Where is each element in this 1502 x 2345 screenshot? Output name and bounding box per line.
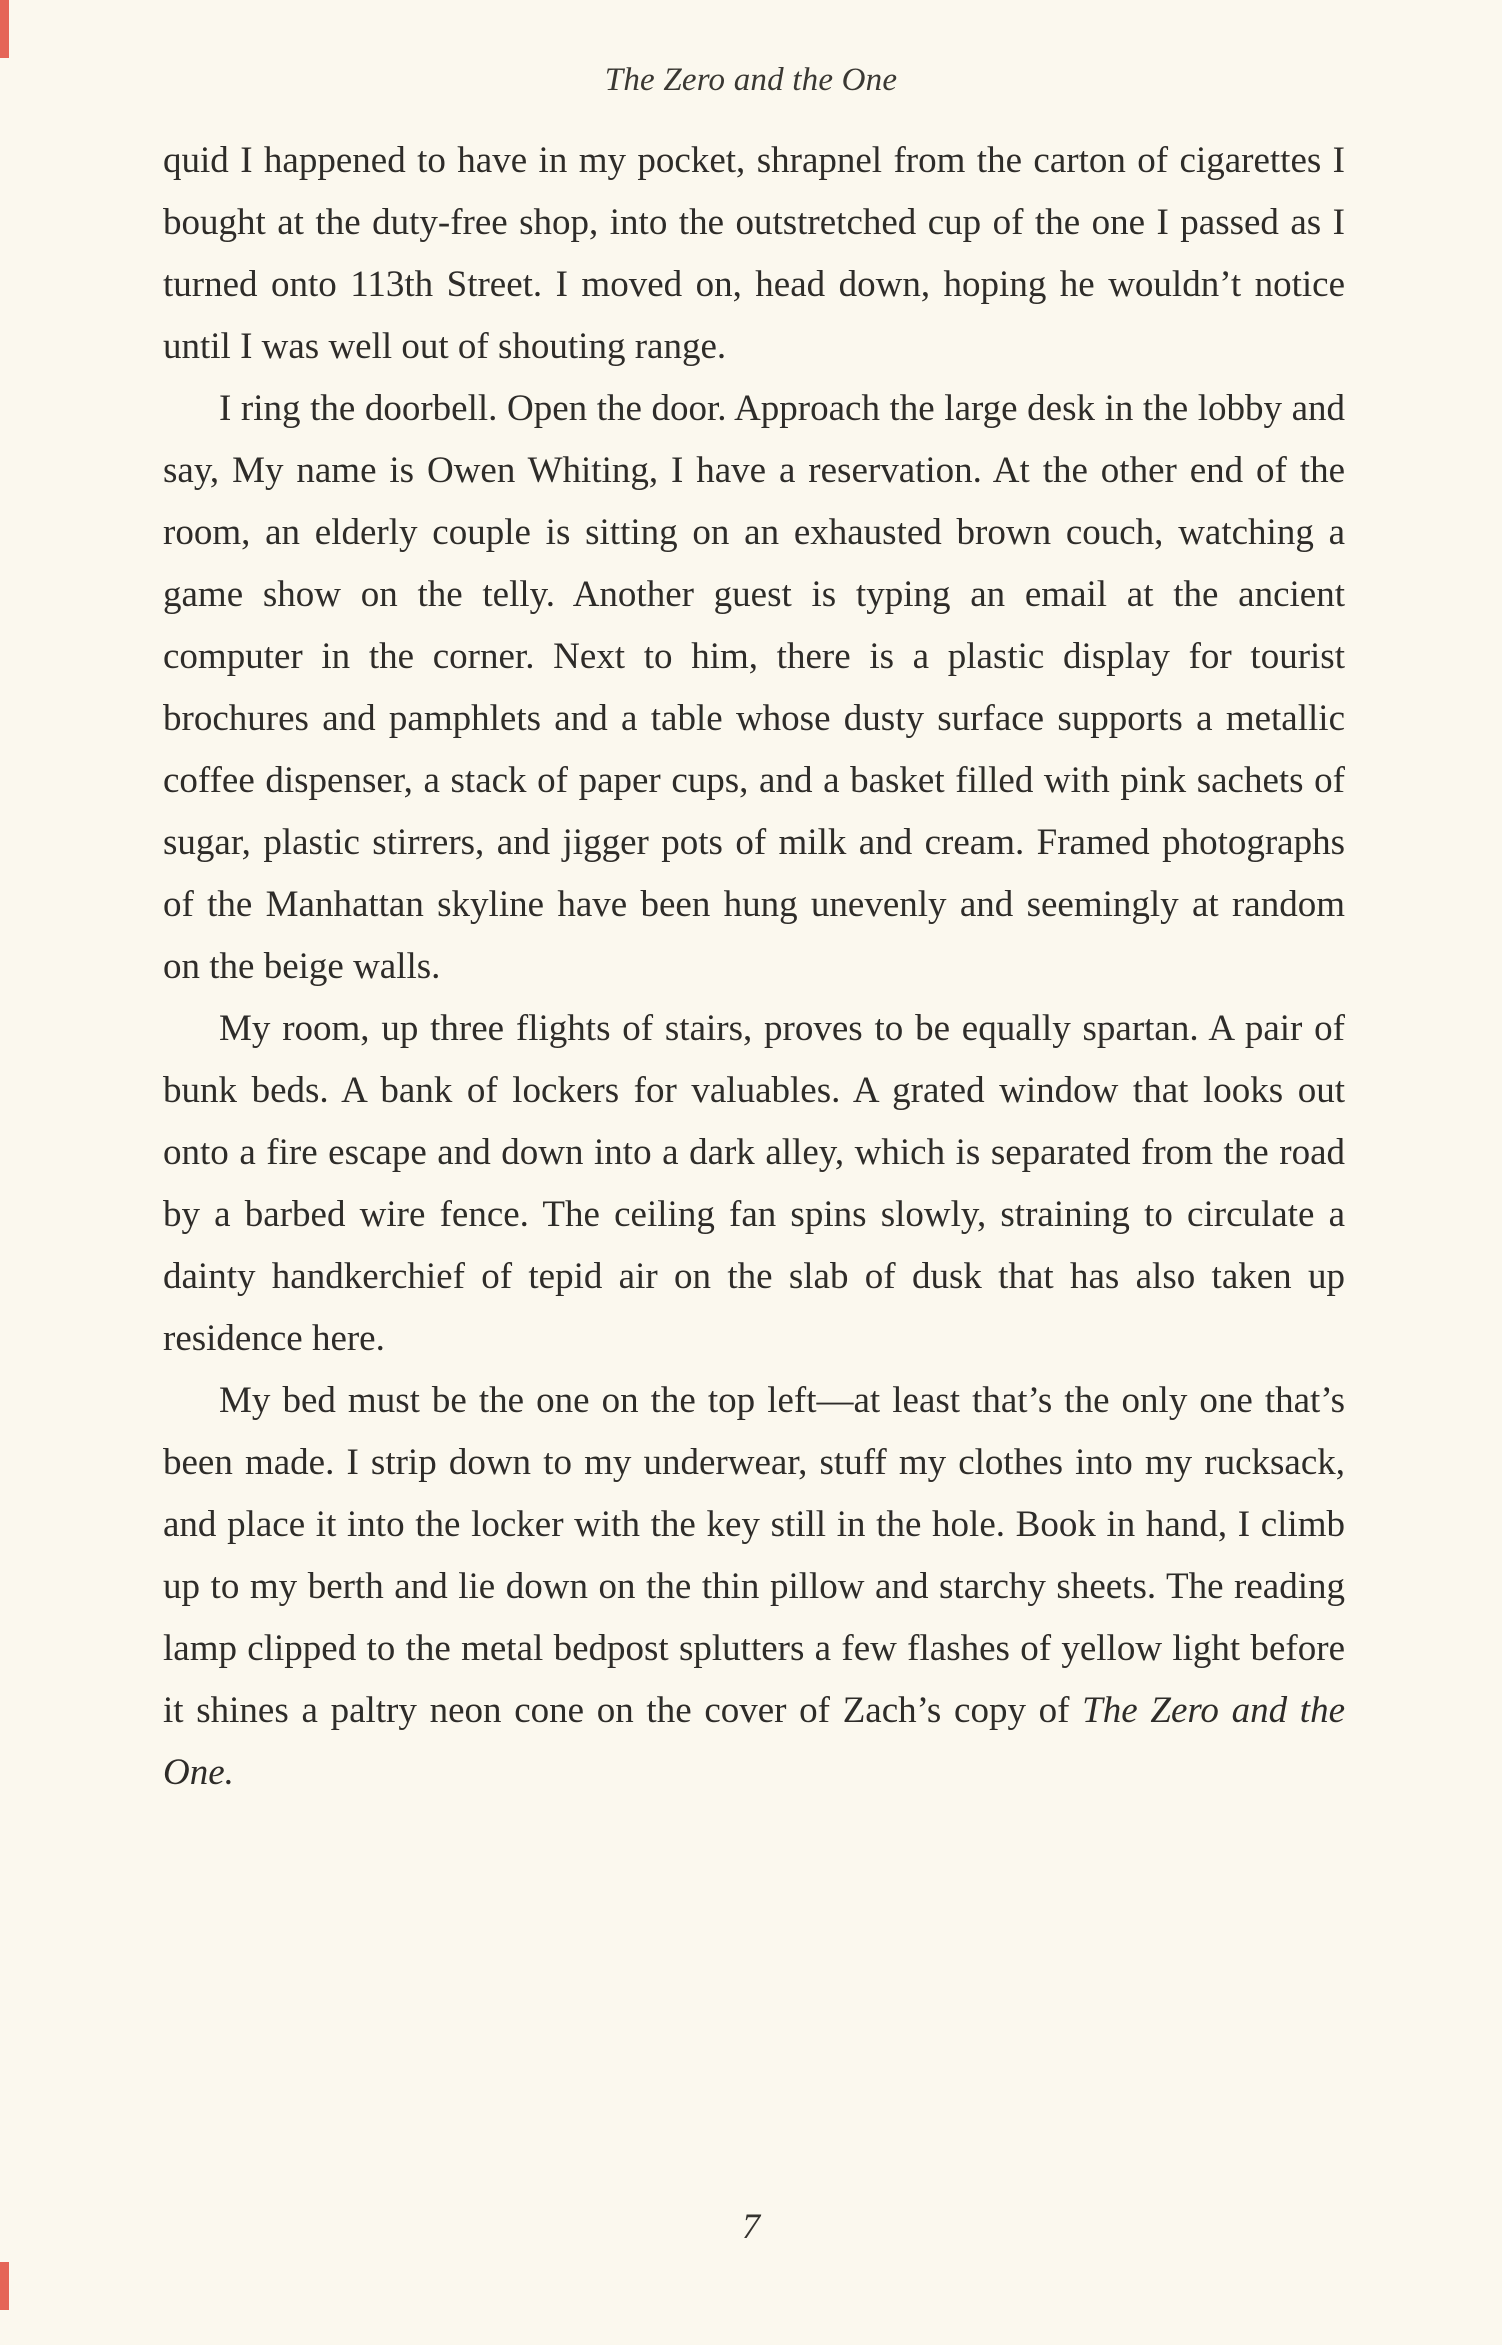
paragraph-1 [163, 130, 1345, 378]
book-title-italic: The Zero and the One. [163, 1690, 1345, 1793]
page-body [163, 130, 1345, 1804]
paragraph-text: I ring the doorbell. Open the door. Approach the large desk in the lobby and say, My name is Owen Whiting, I have a reservation. At the other end of the room, an elderly couple is sitting on an exhausted brown couch, watching a game show on the telly. Another guest is typing an email at the ancient computer in the corner. Next to him, there is a plastic display for tourist brochures and pamphlets and a table whose dusty surface supports a metallic coffee dispenser, a stack of paper cups, and a basket filled with pink sachets of sugar, plastic stirrers, and jigger pots of milk and cream. Framed photographs of the Manhattan skyline have been hung unevenly and seemingly at random on the beige walls. [163, 388, 1345, 987]
scan-artifact-top [0, 0, 9, 58]
scan-artifact-bottom [0, 2262, 9, 2310]
paragraph-text: quid I happened to have in my pocket, shrapnel from the carton of cigarettes I bought at the duty-free shop, into the outstretched cup of the one I passed as I turned onto 113th Street. I moved on, head down, hoping he wouldn’t notice until I was well out of shouting range. [163, 140, 1345, 367]
paragraph-3 [163, 998, 1345, 1370]
paragraph-text: My room, up three flights of stairs, proves to be equally spartan. A pair of bunk beds. A bank of lockers for valuables. A grated window that looks out onto a fire escape and down into a dark alley, which is separated from the road by a barbed wire fence. The ceiling fan spins slowly, straining to circulate a dainty handkerchief of tepid air on the slab of dusk that has also taken up residence here. [163, 1008, 1345, 1359]
running-header: The Zero and the One [604, 62, 898, 98]
page-number: 7 [742, 2206, 760, 2246]
paragraph-4 [163, 1370, 1345, 1804]
paragraph-text: My bed must be the one on the top left—at least that’s the only one that’s been made. I strip down to my underwear, stuff my clothes into my rucksack, and place it into the locker with the key still in the hole. Book in hand, I climb up to my berth and lie down on the thin pillow and starchy sheets. The reading lamp clipped to the metal bedpost splutters a few flashes of yellow light before it shines a paltry neon cone on the cover of Zach’s copy of [163, 1380, 1345, 1731]
paragraph-2 [163, 378, 1345, 998]
